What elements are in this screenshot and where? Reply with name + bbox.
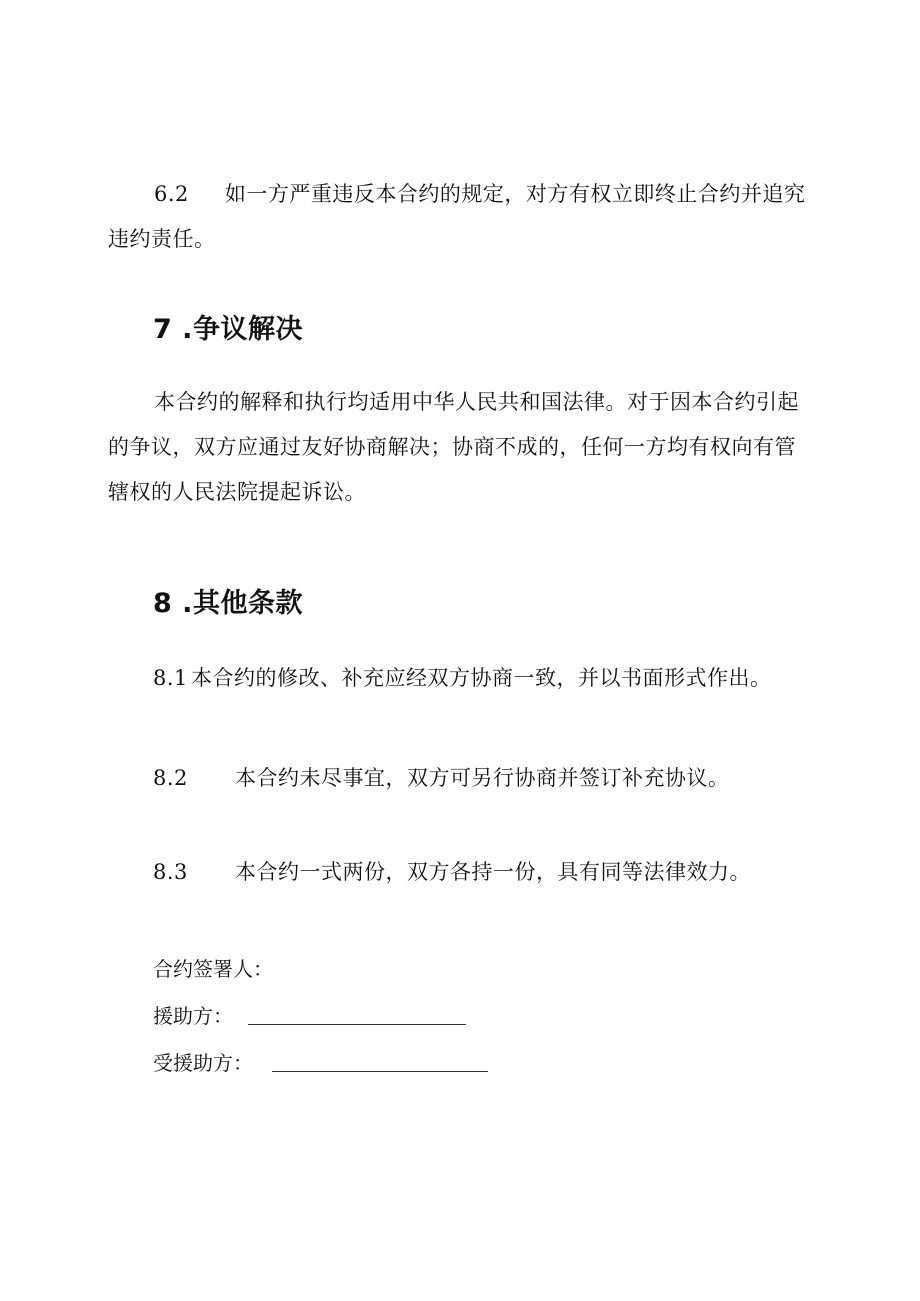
clause-8-3-text: 本合约一式两份，双方各持一份，具有同等法律效力。: [235, 860, 751, 884]
clause-6-2: [108, 172, 808, 262]
clause-6-2-number: 6.2: [154, 182, 189, 206]
clause-6-2-text: 如一方严重违反本合约的规定，对方有权立即终止合约并追究违约责任。: [108, 182, 806, 251]
section-7-heading: 7 .争议解决: [153, 314, 303, 345]
clause-8-1-text: 本合约的修改、补充应经双方协商一致，并以书面形式作出。: [191, 666, 772, 690]
party-b-signature-line[interactable]: [272, 1071, 488, 1072]
signature-title: 合约签署人：: [153, 957, 273, 981]
section-8-heading: 8 .其他条款: [153, 588, 303, 619]
party-a-signature-line[interactable]: [248, 1024, 466, 1025]
clause-8-3: [153, 856, 751, 888]
clause-8-3-number: 8.3: [153, 860, 188, 884]
clause-8-1-number: 8.1: [153, 666, 188, 690]
party-a-label: 援助方：: [153, 1004, 233, 1028]
clause-8-1: [153, 662, 772, 694]
party-b-label: 受援助方：: [153, 1051, 253, 1075]
section-7-body: 本合约的解释和执行均适用中华人民共和国法律。对于因本合约引起的争议，双方应通过友好协商解决；协商不成的，任何一方均有权向有管辖权的人民法院提起诉讼。: [108, 390, 799, 504]
clause-8-2-number: 8.2: [153, 766, 188, 790]
clause-8-2: [153, 762, 730, 794]
clause-8-2-text: 本合约未尽事宜，双方可另行协商并签订补充协议。: [235, 766, 730, 790]
